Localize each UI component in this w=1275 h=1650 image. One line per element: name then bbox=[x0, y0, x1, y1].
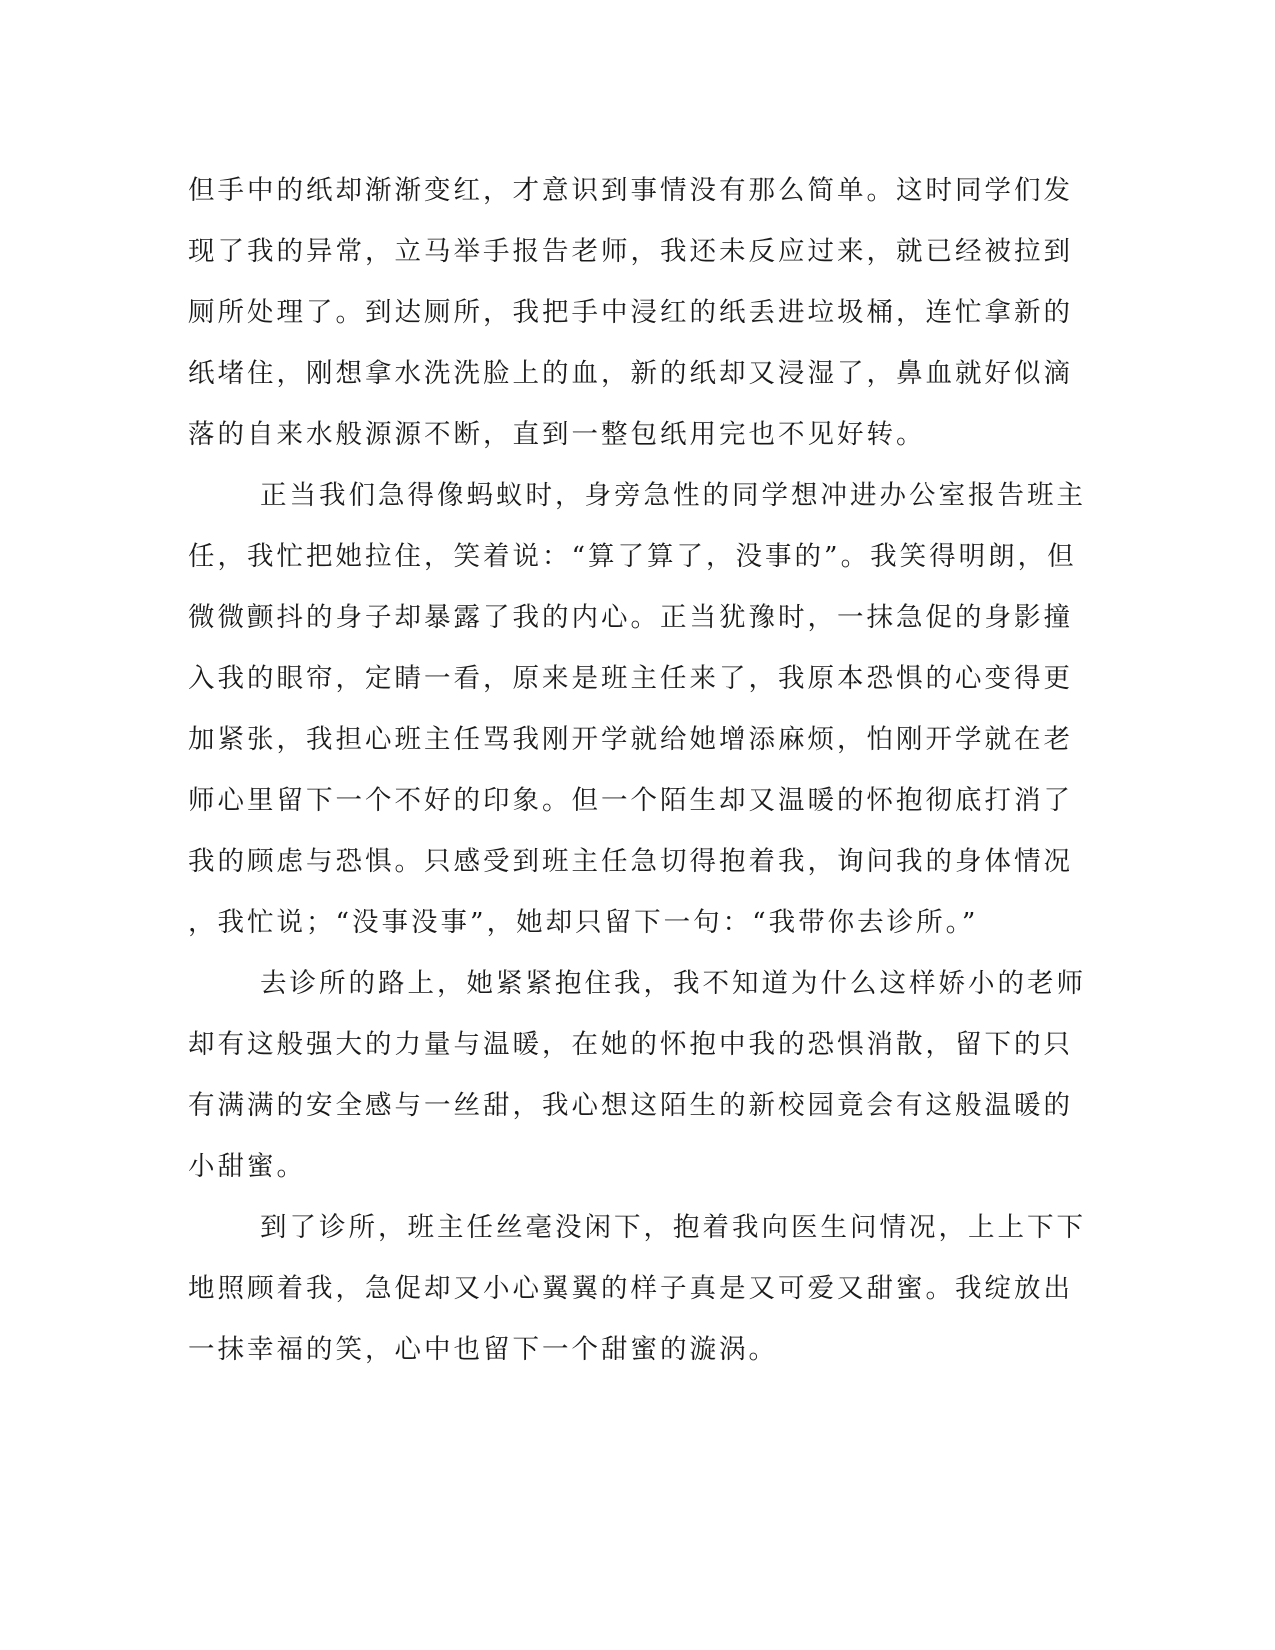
essay-body bbox=[188, 165, 1086, 1385]
text-line: 现了我的异常，立马举手报告老师，我还未反应过来，就已经被拉到 bbox=[188, 236, 1073, 267]
paragraph-first-line: 正当我们急得像蚂蚁时，身旁急性的同学想冲进办公室报告班主 bbox=[260, 480, 1086, 511]
paragraph-first-line: 去诊所的路上，她紧紧抱住我，我不知道为什么这样娇小的老师 bbox=[260, 968, 1086, 999]
text-line: 纸堵住，刚想拿水洗洗脸上的血，新的纸却又浸湿了，鼻血就好似滴 bbox=[188, 358, 1073, 389]
text-line: 却有这般强大的力量与温暖，在她的怀抱中我的恐惧消散，留下的只 bbox=[188, 1029, 1073, 1060]
text-line: 小甜蜜。 bbox=[188, 1151, 306, 1182]
text-line: 落的自来水般源源不断，直到一整包纸用完也不见好转。 bbox=[188, 419, 926, 450]
text-line: 我的顾虑与恐惧。只感受到班主任急切得抱着我，询问我的身体情况 bbox=[188, 846, 1073, 877]
text-line: 厕所处理了。到达厕所，我把手中浸红的纸丢进垃圾桶，连忙拿新的 bbox=[188, 297, 1073, 328]
text-line: 地照顾着我，急促却又小心翼翼的样子真是又可爱又甜蜜。我绽放出 bbox=[188, 1273, 1073, 1304]
text-line: 师心里留下一个不好的印象。但一个陌生却又温暖的怀抱彻底打消了 bbox=[188, 785, 1073, 816]
text-line: 加紧张，我担心班主任骂我刚开学就给她增添麻烦，怕刚开学就在老 bbox=[188, 724, 1073, 755]
text-line: 有满满的安全感与一丝甜，我心想这陌生的新校园竟会有这般温暖的 bbox=[188, 1090, 1073, 1121]
text-line: 微微颤抖的身子却暴露了我的内心。正当犹豫时，一抹急促的身影撞 bbox=[188, 602, 1073, 633]
text-line: ，我忙说；“没事没事”，她却只留下一句：“我带你去诊所。” bbox=[188, 907, 979, 938]
paragraph-first-line: 到了诊所，班主任丝毫没闲下，抱着我向医生问情况，上上下下 bbox=[260, 1212, 1086, 1243]
text-line: 任，我忙把她拉住，笑着说：“算了算了，没事的”。我笑得明朗，但 bbox=[188, 541, 1077, 572]
text-line: 一抹幸福的笑，心中也留下一个甜蜜的漩涡。 bbox=[188, 1334, 778, 1365]
text-line: 但手中的纸却渐渐变红，才意识到事情没有那么简单。这时同学们发 bbox=[188, 175, 1073, 206]
text-line: 入我的眼帘，定睛一看，原来是班主任来了，我原本恐惧的心变得更 bbox=[188, 663, 1073, 694]
